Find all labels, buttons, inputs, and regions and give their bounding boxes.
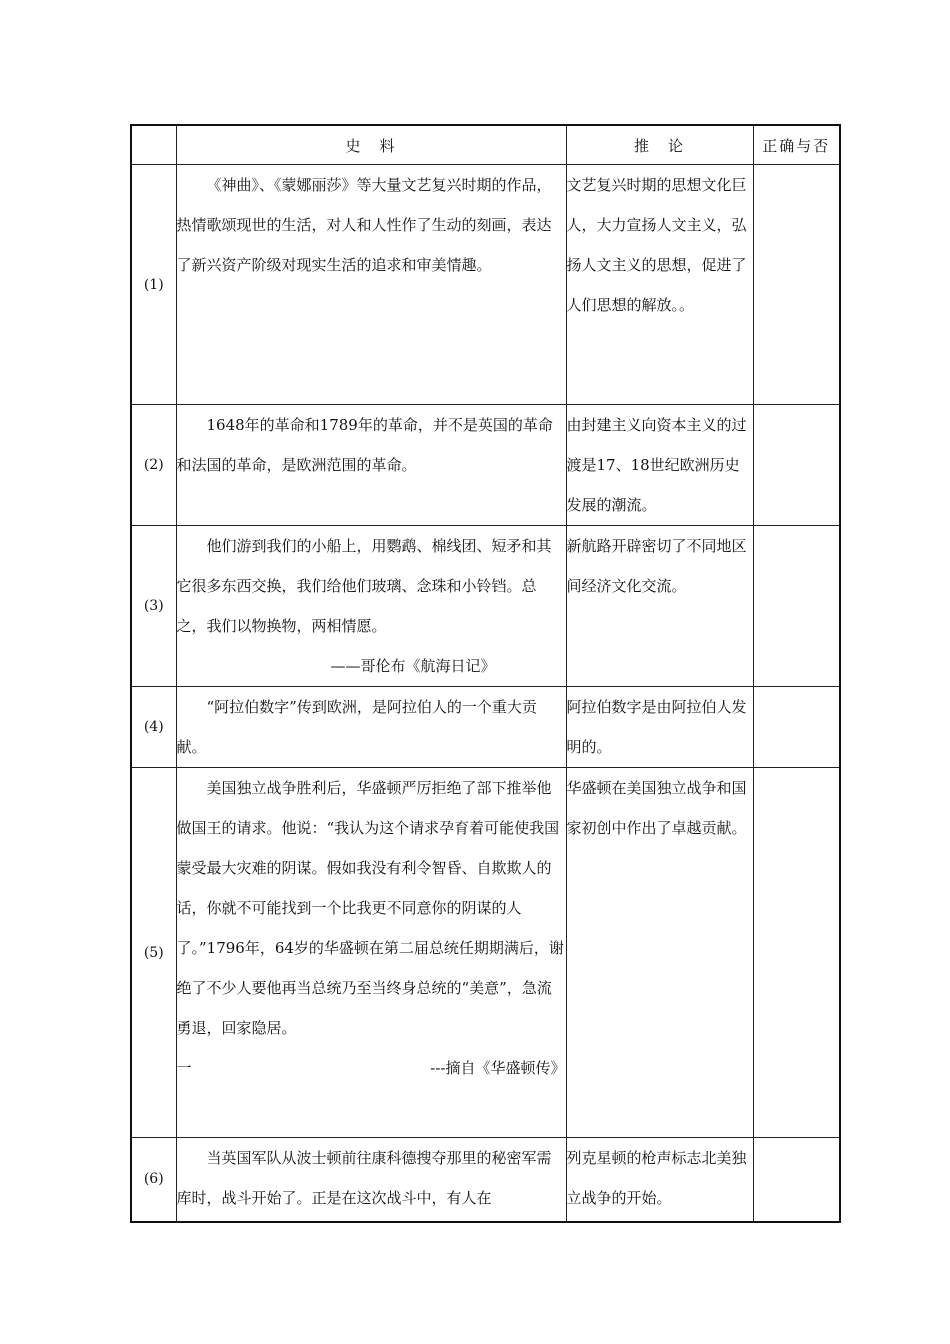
table-row — [131, 687, 840, 768]
source-cell — [176, 405, 566, 526]
source-text: 他们游到我们的小船上，用鹦鹉、棉线团、短矛和其它很多东西交换，我们给他们玻璃、念珠和小铃铛。总之，我们以物换物，两相情愿。 — [176, 537, 552, 635]
header-num — [131, 125, 176, 165]
inference-cell: 文艺复兴时期的思想文化巨人，大力宣扬人文主义，弘扬人文主义的思想，促进了人们思想的解放。。 — [566, 165, 753, 405]
source-cell — [176, 165, 566, 405]
inference-cell: 新航路开辟密切了不同地区间经济文化交流。 — [566, 526, 753, 687]
inference-cell: 由封建主义向资本主义的过渡是17、18世纪欧洲历史发展的潮流。 — [566, 405, 753, 526]
source-cell — [176, 1138, 566, 1222]
row-number: (1) — [131, 165, 176, 405]
table-row — [131, 526, 840, 687]
table-row — [131, 1138, 840, 1222]
source-text: 1648年的革命和1789年的革命，并不是英国的革命和法国的革命，是欧洲范围的革命。 — [176, 416, 553, 474]
source-citation: ——哥伦布《航海日记》 — [330, 657, 496, 675]
header-row — [131, 125, 840, 165]
table-row — [131, 405, 840, 526]
correct-cell[interactable] — [753, 687, 840, 768]
source-cell — [176, 526, 566, 687]
row-number: (5) — [131, 768, 176, 1138]
header-source: 史 料 — [176, 125, 566, 165]
inference-cell: 阿拉伯数字是由阿拉伯人发明的。 — [566, 687, 753, 768]
header-correct: 正确与否 — [753, 125, 840, 165]
source-citation: ---摘自《华盛顿传》 — [430, 1059, 566, 1077]
inference-cell: 列克星顿的枪声标志北美独立战争的开始。 — [566, 1138, 753, 1222]
correct-cell[interactable] — [753, 526, 840, 687]
correct-cell[interactable] — [753, 405, 840, 526]
source-citation-line — [177, 1048, 566, 1088]
source-cell — [176, 768, 566, 1138]
inference-cell: 华盛顿在美国独立战争和国家初创中作出了卓越贡献。 — [566, 768, 753, 1138]
header-inference: 推 论 — [566, 125, 753, 165]
correct-cell[interactable] — [753, 165, 840, 405]
row-number: (3) — [131, 526, 176, 687]
correct-cell[interactable] — [753, 768, 840, 1138]
table-row — [131, 165, 840, 405]
table-row — [131, 768, 840, 1138]
source-text: “阿拉伯数字”传到欧洲，是阿拉伯人的一个重大贡献。 — [176, 698, 537, 756]
source-cell — [176, 687, 566, 768]
source-text: 《神曲》、《蒙娜丽莎》等大量文艺复兴时期的作品，热情歌颂现世的生活，对人和人性作了生动的刻画，表达了新兴资产阶级对现实生活的追求和审美情趣。 — [176, 176, 552, 274]
history-table — [130, 124, 841, 1223]
row-number: (6) — [131, 1138, 176, 1222]
correct-cell[interactable] — [753, 1138, 840, 1222]
row-number: (4) — [131, 687, 176, 768]
row-number: (2) — [131, 405, 176, 526]
citation-dash: 一 — [176, 1059, 192, 1077]
source-text: 美国独立战争胜利后，华盛顿严厉拒绝了部下推举他做国王的请求。他说：“我认为这个请求孕育着可能使我国蒙受最大灾难的阴谋。假如我没有利令智昏、自欺欺人的话，你就不可能找到一个比我更不同意你的阴谋的人了。”1796年，64岁的华盛顿在第二届总统任期期满后，谢绝了不少人要他再当总统乃至当终身总统的“美意”，急流勇退，回家隐居。 — [176, 779, 564, 1037]
source-text: 当英国军队从波士顿前往康科德搜夺那里的秘密军需库时，战斗开始了。正是在这次战斗中，有人在 — [176, 1149, 552, 1207]
